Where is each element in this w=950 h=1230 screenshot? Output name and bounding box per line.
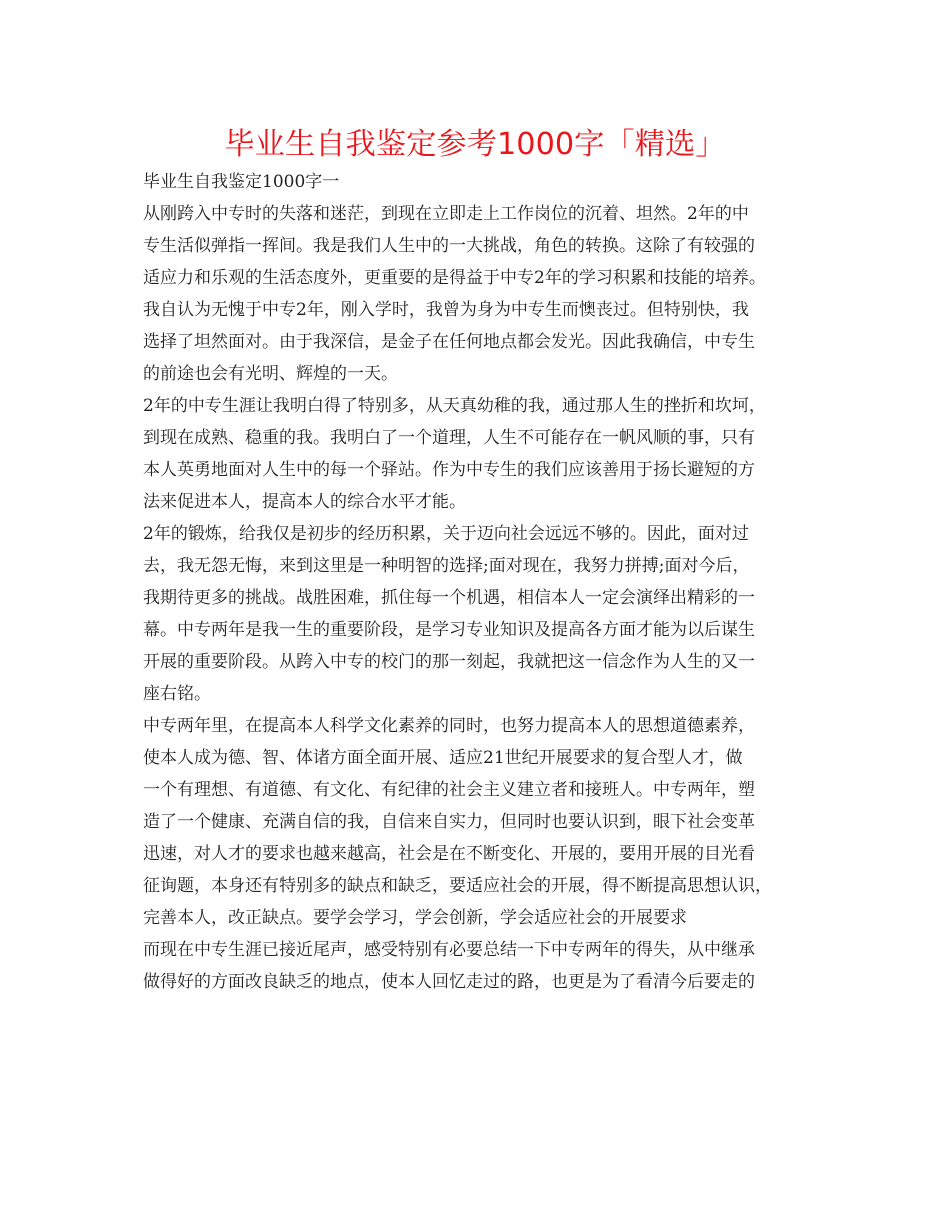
body-line: 幕。中专两年是我一生的重要阶段，是学习专业知识及提高各方面才能为以后谋生: [143, 620, 755, 640]
body-line: 从刚跨入中专时的失落和迷茫，到现在立即走上工作岗位的沉着、坦然。2年的中: [143, 204, 749, 224]
body-line: 一个有理想、有道德、有文化、有纪律的社会主义建立者和接班人。中专两年，塑: [143, 780, 755, 800]
body-line: 2年的锻炼，给我仅是初步的经历积累，关于迈向社会远远不够的。因此，面对过: [143, 524, 749, 544]
body-line: 选择了坦然面对。由于我深信，是金子在任何地点都会发光。因此我确信，中专生: [143, 332, 755, 352]
body-line: 法来促进本人，提高本人的综合水平才能。: [143, 492, 466, 512]
body-line: 征询题，本身还有特别多的缺点和缺乏，要适应社会的开展，得不断提高思想认识，: [143, 876, 772, 896]
body-line: 而现在中专生涯已接近尾声，感受特别有必要总结一下中专两年的得失，从中继承: [143, 940, 755, 960]
body-line: 做得好的方面改良缺乏的地点，使本人回忆走过的路，也更是为了看清今后要走的: [143, 972, 755, 992]
body-line: 的前途也会有光明、辉煌的一天。: [143, 364, 398, 384]
body-line: 使本人成为德、智、体诸方面全面开展、适应21世纪开展要求的复合型人才，做: [143, 748, 743, 768]
body-line: 我期待更多的挑战。战胜困难，抓住每一个机遇，相信本人一定会演绎出精彩的一: [143, 588, 755, 608]
body-line: 到现在成熟、稳重的我。我明白了一个道理，人生不可能存在一帆风顺的事，只有: [143, 428, 755, 448]
document-title: 毕业生自我鉴定参考1000字「精选」: [224, 127, 726, 162]
subtitle-line: 毕业生自我鉴定1000字一: [143, 172, 340, 192]
body-line: 2年的中专生涯让我明白得了特别多，从天真幼稚的我，通过那人生的挫折和坎坷，: [143, 396, 766, 416]
body-line: 本人英勇地面对人生中的每一个驿站。作为中专生的我们应该善用于扬长避短的方: [143, 460, 755, 480]
body-line: 座右铭。: [143, 684, 211, 704]
body-line: 专生活似弹指一挥间。我是我们人生中的一大挑战，角色的转换。这除了有较强的: [143, 236, 755, 256]
body-line: 迅速，对人才的要求也越来越高，社会是在不断变化、开展的，要用开展的目光看: [143, 844, 755, 864]
body-line: 中专两年里，在提高本人科学文化素养的同时，也努力提高本人的思想道德素养，: [143, 716, 755, 736]
body-line: 造了一个健康、充满自信的我，自信来自实力，但同时也要认识到，眼下社会变革: [143, 812, 755, 832]
document-body: [143, 166, 823, 998]
body-line: 开展的重要阶段。从跨入中专的校门的那一刻起，我就把这一信念作为人生的又一: [143, 652, 755, 672]
body-line: 适应力和乐观的生活态度外，更重要的是得益于中专2年的学习积累和技能的培养。: [143, 268, 766, 288]
body-line: 去，我无怨无悔，来到这里是一种明智的选择;面对现在，我努力拼搏;面对今后，: [143, 556, 750, 576]
body-line: 我自认为无愧于中专2年，刚入学时，我曾为身为中专生而懊丧过。但特别快，我: [143, 300, 749, 320]
body-line: 完善本人，改正缺点。要学会学习，学会创新，学会适应社会的开展要求: [143, 908, 687, 928]
